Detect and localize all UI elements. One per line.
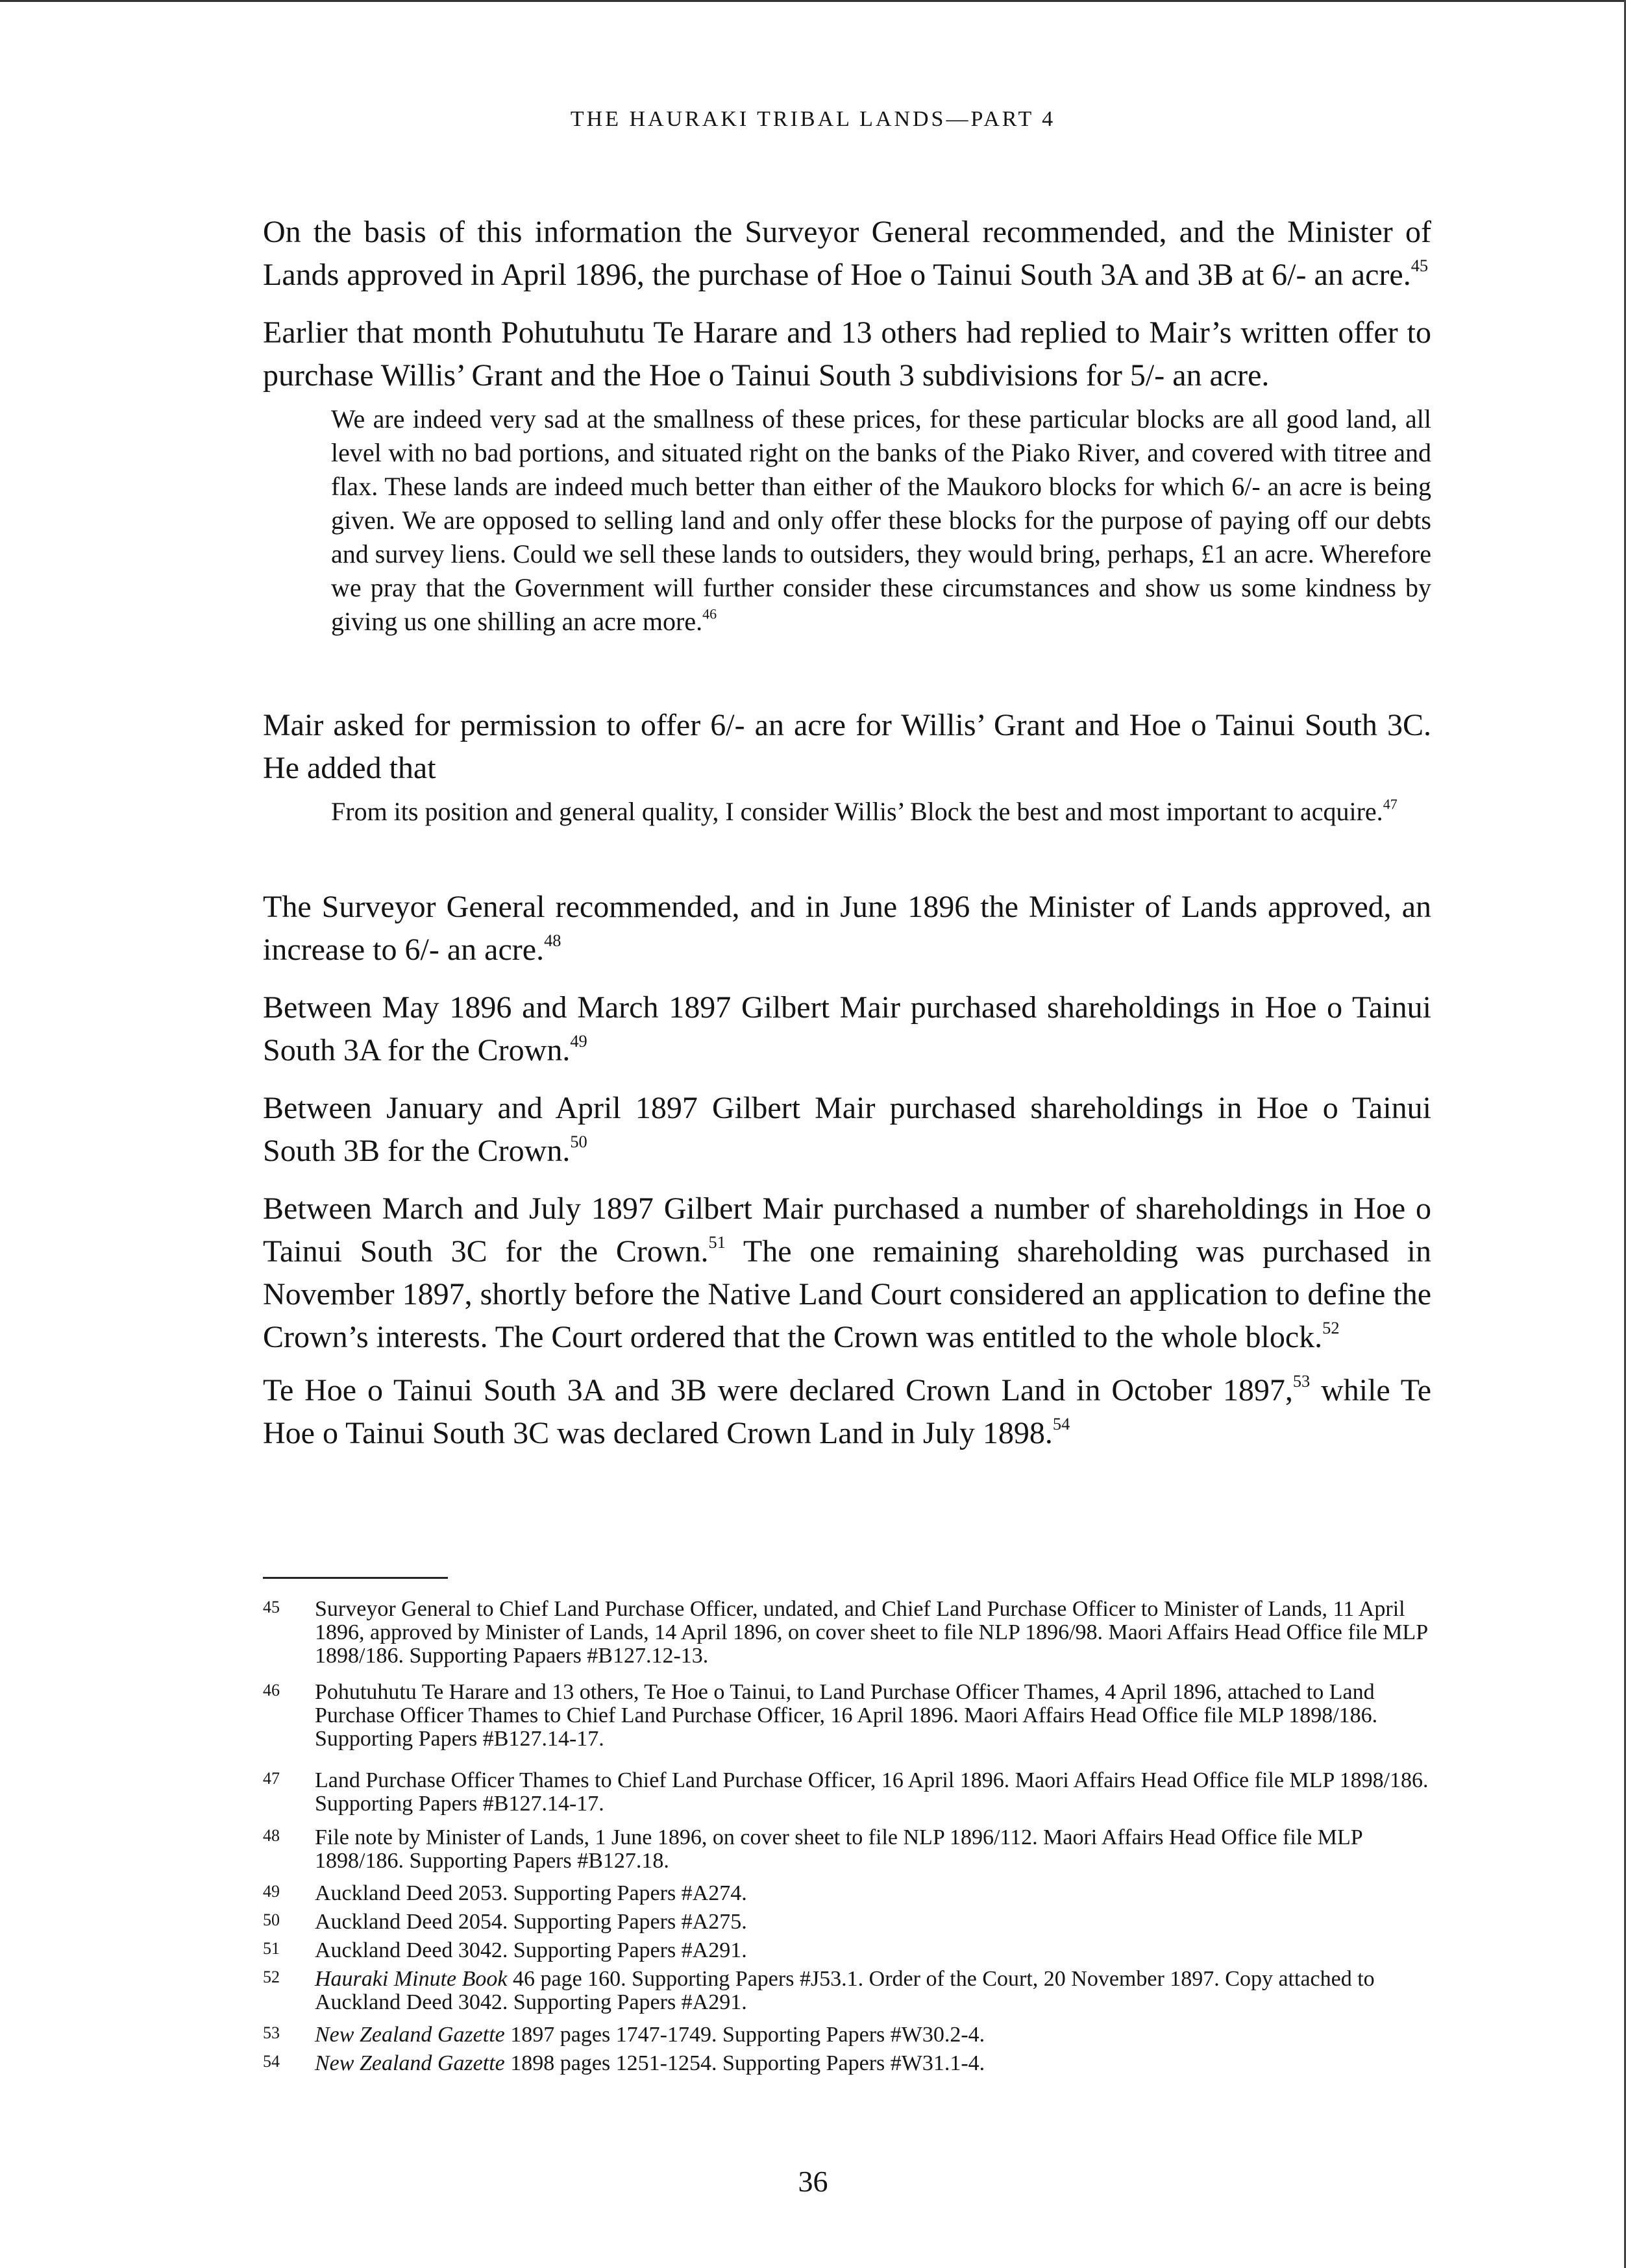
footnote-text: Auckland Deed 2053. Supporting Papers #A274. [315, 1881, 747, 1905]
paragraph-2: Earlier that month Pohutuhutu Te Harare and 13 others had replied to Mair’s written offer to purchase Willis’ Grant and the Hoe o Tainui South 3 subdivisions for 5/- an acre. [263, 315, 1431, 393]
footnote-text: New Zealand Gazette 1898 pages 1251-1254. Supporting Papers #W31.1-4. [315, 2051, 985, 2075]
footnote-ref-49[interactable]: 49 [570, 1030, 587, 1051]
footnote-text: Pohutuhutu Te Harare and 13 others, Te Hoe o Tainui, to Land Purchase Officer Thames, 4 April 1896, attached to Land Purchase Officer Thames to Chief Land Purchase Officer, 16 April 1896. Maori Affairs Head Office file MLP 1898/186. Supporting Papers #B127.14-17. [315, 1680, 1378, 1751]
footnote-number: 46 [263, 1681, 280, 1700]
footnote-text: Auckland Deed 3042. Supporting Papers #A291. [315, 1938, 747, 1962]
footnote-ref-53[interactable]: 53 [1292, 1371, 1311, 1391]
footnote-number: 48 [263, 1826, 280, 1845]
paragraph-1: On the basis of this information the Surveyor General recommended, and the Minister of Lands approved in April 1896, the purchase of Hoe o Tainui South 3A and 3B at 6/- an acre.$^{45}$ [263, 215, 1431, 292]
footnote-title: Hauraki Minute Book [315, 1967, 508, 1991]
footnote-text: New Zealand Gazette 1897 pages 1747-1749. Supporting Papers #W30.2-4. [315, 2023, 985, 2047]
footnote-ref-54[interactable]: 54 [1052, 1413, 1070, 1433]
footnote-50 [263, 1910, 1431, 1934]
footnote-ref-50[interactable]: 50 [570, 1131, 587, 1151]
footnote-46 [263, 1681, 1431, 1751]
footnote-number: 51 [263, 1939, 280, 1958]
footnote-ref-46[interactable]: 46 [702, 605, 717, 622]
running-header: THE HAURAKI TRIBAL LANDS—PART 4 [570, 107, 1056, 131]
footnote-48 [263, 1826, 1431, 1873]
block-quote-2: From its position and general quality, I consider Willis’ Block the best and most important to acquire.$^{47}$ [331, 796, 1398, 826]
paragraph-4: The Surveyor General recommended, and in June 1896 the Minister of Lands approved, an increase to 6/- an acre.$^{48}$ [263, 890, 1431, 967]
footnote-title: New Zealand Gazette [315, 2051, 505, 2075]
paragraph-8: Te Hoe o Tainui South 3A and 3B were declared Crown Land in October 1897,53 while Te Hoe o Tainui South 3C was declared Crown Land in July 1898.54 [263, 1371, 1432, 1450]
footnote-49 [263, 1882, 1431, 1905]
footnote-number: 52 [263, 1968, 280, 1986]
footnote-text: File note by Minister of Lands, 1 June 1896, on cover sheet to file NLP 1896/112. Maori Affairs Head Office file MLP 1898/186. Supporting Papers #B127.18. [315, 1825, 1362, 1873]
footnote-ref-52[interactable]: 52 [1322, 1317, 1340, 1337]
footnote-ref-51[interactable]: 51 [708, 1232, 726, 1252]
footnote-52 [263, 1968, 1431, 2014]
footnote-number: 49 [263, 1882, 280, 1901]
footnote-ref-45[interactable]: 45 [1410, 255, 1429, 275]
block-quote-1: We are indeed very sad at the smallness of these prices, for these particular blocks are all good land, all level with no bad portions, and situated right on the banks of the Piako River, and covered with titree and flax. These lands are indeed much better than either of the Maukoro blocks for which 6/- an acre is being given. We are opposed to selling land and only offer these blocks for the purpose of paying off our debts and survey liens. Could we sell these lands to outsiders, they would bring, perhaps, £1 an acre. Wherefore we pray that the Government will further consider these circumstances and show us some kindness by giving us one shilling an acre more.$^{46}$ [331, 404, 1431, 636]
page-edge-top [0, 0, 1626, 2]
footnote-number: 50 [263, 1910, 280, 1929]
footnote-ref-47[interactable]: 47 [1383, 796, 1398, 812]
footnote-text: Land Purchase Officer Thames to Chief Land Purchase Officer, 16 April 1896. Maori Affairs Head Office file MLP 1898/186. Supporting Papers #B127.14-17. [315, 1768, 1429, 1816]
paragraph-3: Mair asked for permission to offer 6/- an acre for Willis’ Grant and Hoe o Tainui South 3C. He added that [263, 708, 1431, 785]
footnote-45 [263, 1598, 1431, 1668]
paragraph-7: Between March and July 1897 Gilbert Mair purchased a number of shareholdings in Hoe o Tainui South 3C for the Crown.$^{51}$ The one remaining shareholding was purchased in November 1897, shortly before the Native Land Court considered an application to define the Crown’s interests. The Court ordered that the Crown was entitled to the whole block.$^{52}$ [263, 1191, 1432, 1354]
footnote-text: Surveyor General to Chief Land Purchase Officer, undated, and Chief Land Purchase Officer to Minister of Lands, 11 April 1896, approved by Minister of Lands, 14 April 1896, on cover sheet to file NLP 1896/98. Maori Affairs Head Office file MLP 1898/186. Supporting Papaers #B127.12-13. [315, 1597, 1427, 1668]
footnote-number: 54 [263, 2052, 280, 2071]
footnote-51 [263, 1939, 1431, 1962]
footnote-text: Auckland Deed 2054. Supporting Papers #A275. [315, 1910, 747, 1934]
paragraph-6: Between January and April 1897 Gilbert Mair purchased shareholdings in Hoe o Tainui South 3B for the Crown.$^{50}$ [263, 1091, 1431, 1168]
footnote-53 [263, 2023, 1431, 2047]
footnote-number: 53 [263, 2023, 280, 2042]
footnote-number: 47 [263, 1769, 280, 1788]
footnote-47 [263, 1769, 1431, 1816]
page-number: 36 [798, 2165, 828, 2198]
footnote-number: 45 [263, 1598, 280, 1616]
footnote-text: Hauraki Minute Book 46 page 160. Supporting Papers #J53.1. Order of the Court, 20 November 1897. Copy attached to Auckland Deed 3042. Supporting Papers #A291. [315, 1967, 1375, 2014]
footnote-separator [263, 1577, 448, 1579]
footnote-title: New Zealand Gazette [315, 2023, 505, 2047]
footnote-ref-48[interactable]: 48 [544, 930, 561, 950]
paragraph-5: Between May 1896 and March 1897 Gilbert Mair purchased shareholdings in Hoe o Tainui South 3A for the Crown.$^{49}$ [263, 990, 1431, 1067]
footnote-54 [263, 2052, 1431, 2075]
